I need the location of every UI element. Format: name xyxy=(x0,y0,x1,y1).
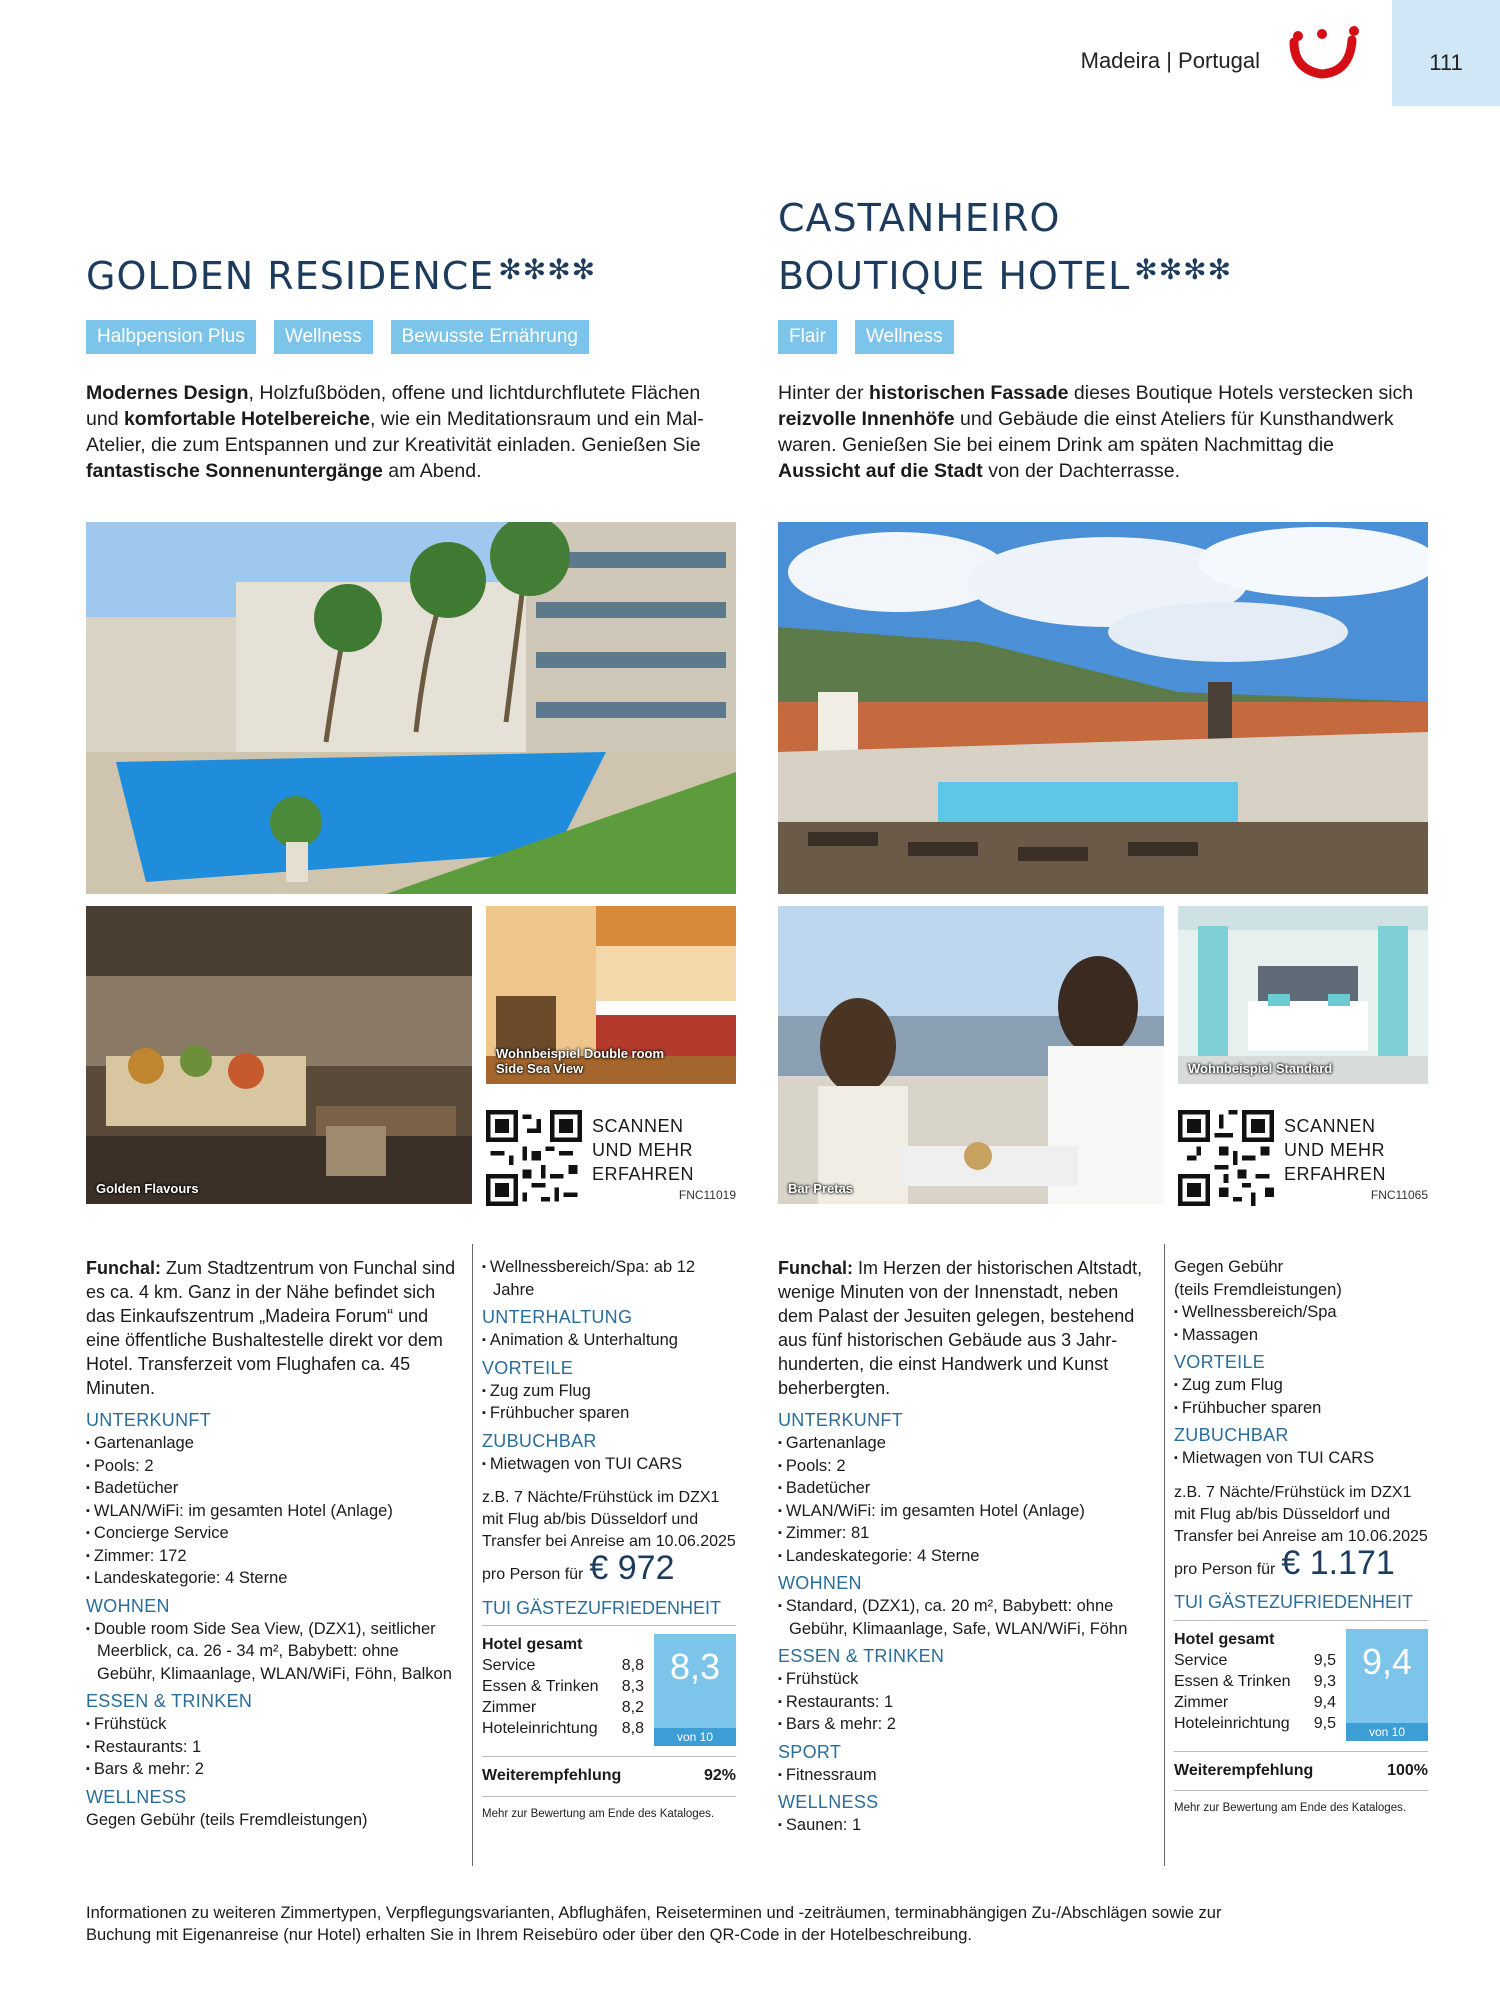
badge-wellness: Wellness xyxy=(855,320,954,354)
rating-head: Hotel gesamt xyxy=(1174,1630,1275,1648)
list-item: ▪ Fitnessraum xyxy=(778,1764,1154,1787)
rating-table xyxy=(482,1634,644,1739)
satisfaction-title: TUI GÄSTEZUFRIEDENHEIT xyxy=(1174,1591,1428,1621)
page-number: 111 xyxy=(1429,50,1463,75)
offer-text: z.B. 7 Nächte/Frühstück im DZX1 mit Flug ab/bis Düsseldorf und Transfer bei Anreise am 10.06.2025 xyxy=(1174,1483,1428,1545)
hotel-intro: Modernes Design, Holzfußböden, offene und lichtdurchflutete Flächen und komfortable Hotelbereiche, wie ein Meditationsraum und ein Mal-Atelier, die zum Entspannen und zur Kreativität einladen. Genießen Sie fantastische Sonnenuntergänge am Abend. xyxy=(86,382,704,482)
qr-code-icon[interactable] xyxy=(1178,1110,1274,1206)
score-scale: von 10 xyxy=(1346,1723,1428,1741)
rating-box xyxy=(482,1634,736,1746)
list-item: ▪ Wellnessbereich/Spa xyxy=(1174,1301,1428,1324)
badge-list xyxy=(86,320,589,354)
rating-row: Service 9,5 xyxy=(1174,1651,1336,1669)
rating-row: Essen & Trinken 8,3 xyxy=(482,1678,644,1695)
hotel-details-col1 xyxy=(778,1256,1154,1841)
list-item: ▪ Badetücher xyxy=(778,1477,1154,1500)
list-item: ▪ WLAN/WiFi: im gesamten Hotel (Anlage) xyxy=(778,1500,1154,1523)
badge-list xyxy=(778,320,954,354)
photo-restaurant xyxy=(86,906,472,1204)
section-title: ESSEN & TRINKEN xyxy=(778,1646,945,1666)
list-item: ▪ Mietwagen von TUI CARS xyxy=(482,1453,736,1476)
section-title: UNTERKUNFT xyxy=(86,1410,211,1430)
rating-row: Zimmer 8,2 xyxy=(482,1699,644,1716)
hotel-intro: Hinter der historischen Fassade dieses Boutique Hotels verstecken sich reizvolle Innenhöfe und Gebäude die einst Ateliers für Kunsthandwerk waren. Genießen Sie bei einem Drink am späten Nachmittag die Aussicht auf die Stadt von der Dachterrasse. xyxy=(778,382,1414,482)
essen-list xyxy=(86,1713,462,1781)
main-photo-pool xyxy=(86,522,736,894)
list-item: ▪ Zimmer: 81 xyxy=(778,1522,1154,1545)
photo-caption: Bar Pretas xyxy=(788,1181,854,1196)
main-photo-rooftop xyxy=(778,522,1428,894)
zubuchbar-list xyxy=(1174,1447,1428,1470)
list-item: ▪ Frühstück xyxy=(86,1713,462,1736)
section-title: ZUBUCHBAR xyxy=(1174,1425,1289,1445)
section-title: ZUBUCHBAR xyxy=(482,1430,597,1451)
photo-room xyxy=(1178,906,1428,1084)
list-item: ▪ Frühbucher sparen xyxy=(482,1402,736,1425)
section-title: WELLNESS xyxy=(778,1792,879,1812)
list-item: ▪ Saunen: 1 xyxy=(778,1814,1154,1837)
section-title: WELLNESS xyxy=(86,1786,187,1807)
section-title: WOHNEN xyxy=(86,1595,170,1616)
rating-head: Hotel gesamt xyxy=(482,1636,583,1653)
rating-table xyxy=(1174,1629,1336,1734)
section-title: WOHNEN xyxy=(778,1573,862,1593)
price-value: € 972 xyxy=(589,1549,675,1587)
price-value: € 1.171 xyxy=(1281,1543,1395,1582)
qr-call-to-action: SCANNEN UND MEHR ERFAHREN xyxy=(1284,1116,1387,1184)
unterkunft-list xyxy=(86,1432,462,1590)
list-item: ▪ Landeskategorie: 4 Sterne xyxy=(778,1545,1154,1568)
list-item: ▪ Gartenanlage xyxy=(778,1432,1154,1455)
section-title: ESSEN & TRINKEN xyxy=(86,1691,253,1711)
column-divider xyxy=(472,1244,473,1866)
photo-bar xyxy=(778,906,1164,1204)
rating-row: Essen & Trinken 9,3 xyxy=(1174,1672,1336,1690)
offer-text: z.B. 7 Nächte/Frühstück im DZX1 mit Flug ab/bis Düsseldorf und Transfer bei Anreise am 10.06.2025 xyxy=(482,1489,736,1550)
hotel-details-col1 xyxy=(86,1256,462,1837)
qr-code-icon[interactable] xyxy=(486,1110,582,1206)
product-code: FNC11065 xyxy=(1370,1188,1428,1202)
wellness-list xyxy=(1174,1301,1428,1346)
list-item: ▪ Zimmer: 172 xyxy=(86,1545,462,1568)
list-item: ▪ Animation & Unterhaltung xyxy=(482,1329,736,1352)
list-item: ▪ Bars & mehr: 2 xyxy=(778,1713,1154,1736)
photo-caption: Golden Flavours xyxy=(96,1181,199,1196)
list-item: ▪ Double room Side Sea View, (DZX1), seitlicher Meerblick, ca. 26 - 34 m², Babybett: ohne Gebühr, Klimaanlage, WLAN/WiFi, Föhn, Balkon xyxy=(86,1618,462,1686)
section-title: UNTERKUNFT xyxy=(778,1410,903,1430)
list-item: ▪ Wellnessbereich/Spa: ab 12 Jahre xyxy=(482,1256,736,1301)
price-label: pro Person für xyxy=(1174,1560,1276,1578)
list-item: ▪ Massagen xyxy=(1174,1324,1428,1347)
star-rating: ✻✻✻✻ xyxy=(1134,253,1233,286)
wellness-fee-text: Gegen Gebühr (teils Fremdleistungen) xyxy=(1174,1258,1342,1299)
list-item: ▪ Frühstück xyxy=(778,1668,1154,1691)
recommendation: Weiterempfehlung 100% xyxy=(1174,1751,1428,1783)
hotel-title: GOLDEN RESIDENCE ✻✻✻✻ xyxy=(86,253,597,298)
list-item: ▪ Zug zum Flug xyxy=(1174,1374,1428,1397)
section-title: VORTEILE xyxy=(482,1357,574,1378)
photo-room xyxy=(486,906,736,1084)
unterkunft-list xyxy=(778,1432,1154,1567)
badge-ernaehrung: Bewusste Ernährung xyxy=(391,320,589,354)
region-label: Madeira | Portugal xyxy=(1080,48,1260,73)
hotel-title: CASTANHEIRO BOUTIQUE HOTEL ✻✻✻✻ xyxy=(778,196,1233,298)
wellness-list xyxy=(778,1814,1154,1837)
rating-row: Service 8,8 xyxy=(482,1657,644,1674)
photo-caption: Wohnbeispiel Standard xyxy=(1188,1061,1333,1076)
section-title: SPORT xyxy=(778,1741,842,1762)
score-value: 9,4 xyxy=(1361,1640,1413,1682)
star-rating: ✻✻✻✻ xyxy=(498,253,597,286)
score-value: 8,3 xyxy=(669,1646,721,1687)
recommendation: Weiterempfehlung 92% xyxy=(482,1756,736,1788)
wellness-text: Gegen Gebühr (teils Fremdleistungen) xyxy=(86,1810,368,1829)
hotel-golden-residence xyxy=(86,0,736,1880)
location-text: Funchal: Im Herzen der historischen Altstadt, wenige Minuten von der Innenstadt, neben dem Palast der Jesuiten gelegen, bestehend aus fünf historischen Gebäude aus 3 Jahr-hunderten, die einst Handwerk und Kunst beherbergten. xyxy=(778,1258,1143,1398)
zubuchbar-list xyxy=(482,1453,736,1476)
rating-row: Hoteleinrichtung 9,5 xyxy=(1174,1714,1336,1732)
list-item: ▪ Gartenanlage xyxy=(86,1432,462,1455)
list-item: ▪ Pools: 2 xyxy=(86,1455,462,1478)
column-divider xyxy=(1164,1244,1165,1866)
score-badge xyxy=(654,1634,736,1746)
footer-note: Informationen zu weiteren Zimmertypen, Verpflegungsvarianten, Abflughäfen, Reiseterminen und -zeiträumen, terminabhängigen Zu-/Abschlägen sowie zur Buchung mit Eigenanreise (nur Hotel) erhalten Sie in Ihrem Reisebüro oder über den QR-Code in der Hotelbeschreibung. xyxy=(86,1904,1222,1944)
hotel-castanheiro xyxy=(778,0,1428,1880)
hotel-details-col2 xyxy=(482,1256,736,1825)
product-code: FNC11019 xyxy=(678,1188,736,1202)
list-item: ▪ Bars & mehr: 2 xyxy=(86,1758,462,1781)
list-item: ▪ Zug zum Flug xyxy=(482,1380,736,1403)
score-scale: von 10 xyxy=(654,1728,736,1746)
list-item: ▪ Frühbucher sparen xyxy=(1174,1397,1428,1420)
list-item: ▪ Concierge Service xyxy=(86,1522,462,1545)
unterhaltung-list xyxy=(482,1329,736,1352)
list-item: ▪ Standard, (DZX1), ca. 20 m², Babybett: ohne Gebühr, Klimaanlage, Safe, WLAN/WiFi, Föhn xyxy=(778,1595,1154,1640)
rating-box xyxy=(1174,1629,1428,1741)
price-line xyxy=(482,1549,736,1587)
essen-list xyxy=(778,1668,1154,1736)
rating-note: Mehr zur Bewertung am Ende des Kataloges. xyxy=(1174,1790,1428,1820)
sport-list xyxy=(778,1764,1154,1787)
vorteile-list xyxy=(1174,1374,1428,1419)
list-item: ▪ WLAN/WiFi: im gesamten Hotel (Anlage) xyxy=(86,1500,462,1523)
rating-note: Mehr zur Bewertung am Ende des Kataloges. xyxy=(482,1796,736,1826)
list-item: ▪ Badetücher xyxy=(86,1477,462,1500)
photo-caption: Wohnbeispiel Double room Side Sea View xyxy=(496,1046,665,1076)
wohnen-list xyxy=(778,1595,1154,1640)
wohnen-list xyxy=(86,1618,462,1686)
satisfaction-title: TUI GÄSTEZUFRIEDENHEIT xyxy=(482,1597,736,1627)
price-label: pro Person für xyxy=(482,1566,584,1583)
location-text: Funchal: Zum Stadtzentrum von Funchal sind es ca. 4 km. Ganz in der Nähe befindet sich das Einkaufszentrum „Madeira Forum“ und eine öffentliche Bushaltestelle direkt vor dem Hotel. Transferzeit vom Flughafen ca. 45 Minuten. xyxy=(86,1258,456,1398)
list-item: ▪ Restaurants: 1 xyxy=(86,1736,462,1759)
section-title: UNTERHALTUNG xyxy=(482,1307,633,1327)
price-line xyxy=(1174,1543,1428,1582)
badge-flair: Flair xyxy=(778,320,837,354)
badge-halbpension: Halbpension Plus xyxy=(86,320,256,354)
rating-row: Hoteleinrichtung 8,8 xyxy=(482,1720,644,1737)
list-item: ▪ Pools: 2 xyxy=(778,1455,1154,1478)
score-badge xyxy=(1346,1629,1428,1741)
badge-wellness: Wellness xyxy=(274,320,373,354)
qr-call-to-action: SCANNEN UND MEHR ERFAHREN xyxy=(592,1116,695,1184)
hotel-details-col2 xyxy=(1174,1256,1428,1820)
rating-row: Zimmer 9,4 xyxy=(1174,1693,1336,1711)
section-title: VORTEILE xyxy=(1174,1352,1266,1372)
vorteile-list xyxy=(482,1380,736,1425)
wellness-list xyxy=(482,1256,736,1301)
list-item: ▪ Landeskategorie: 4 Sterne xyxy=(86,1567,462,1590)
list-item: ▪ Mietwagen von TUI CARS xyxy=(1174,1447,1428,1470)
list-item: ▪ Restaurants: 1 xyxy=(778,1691,1154,1714)
